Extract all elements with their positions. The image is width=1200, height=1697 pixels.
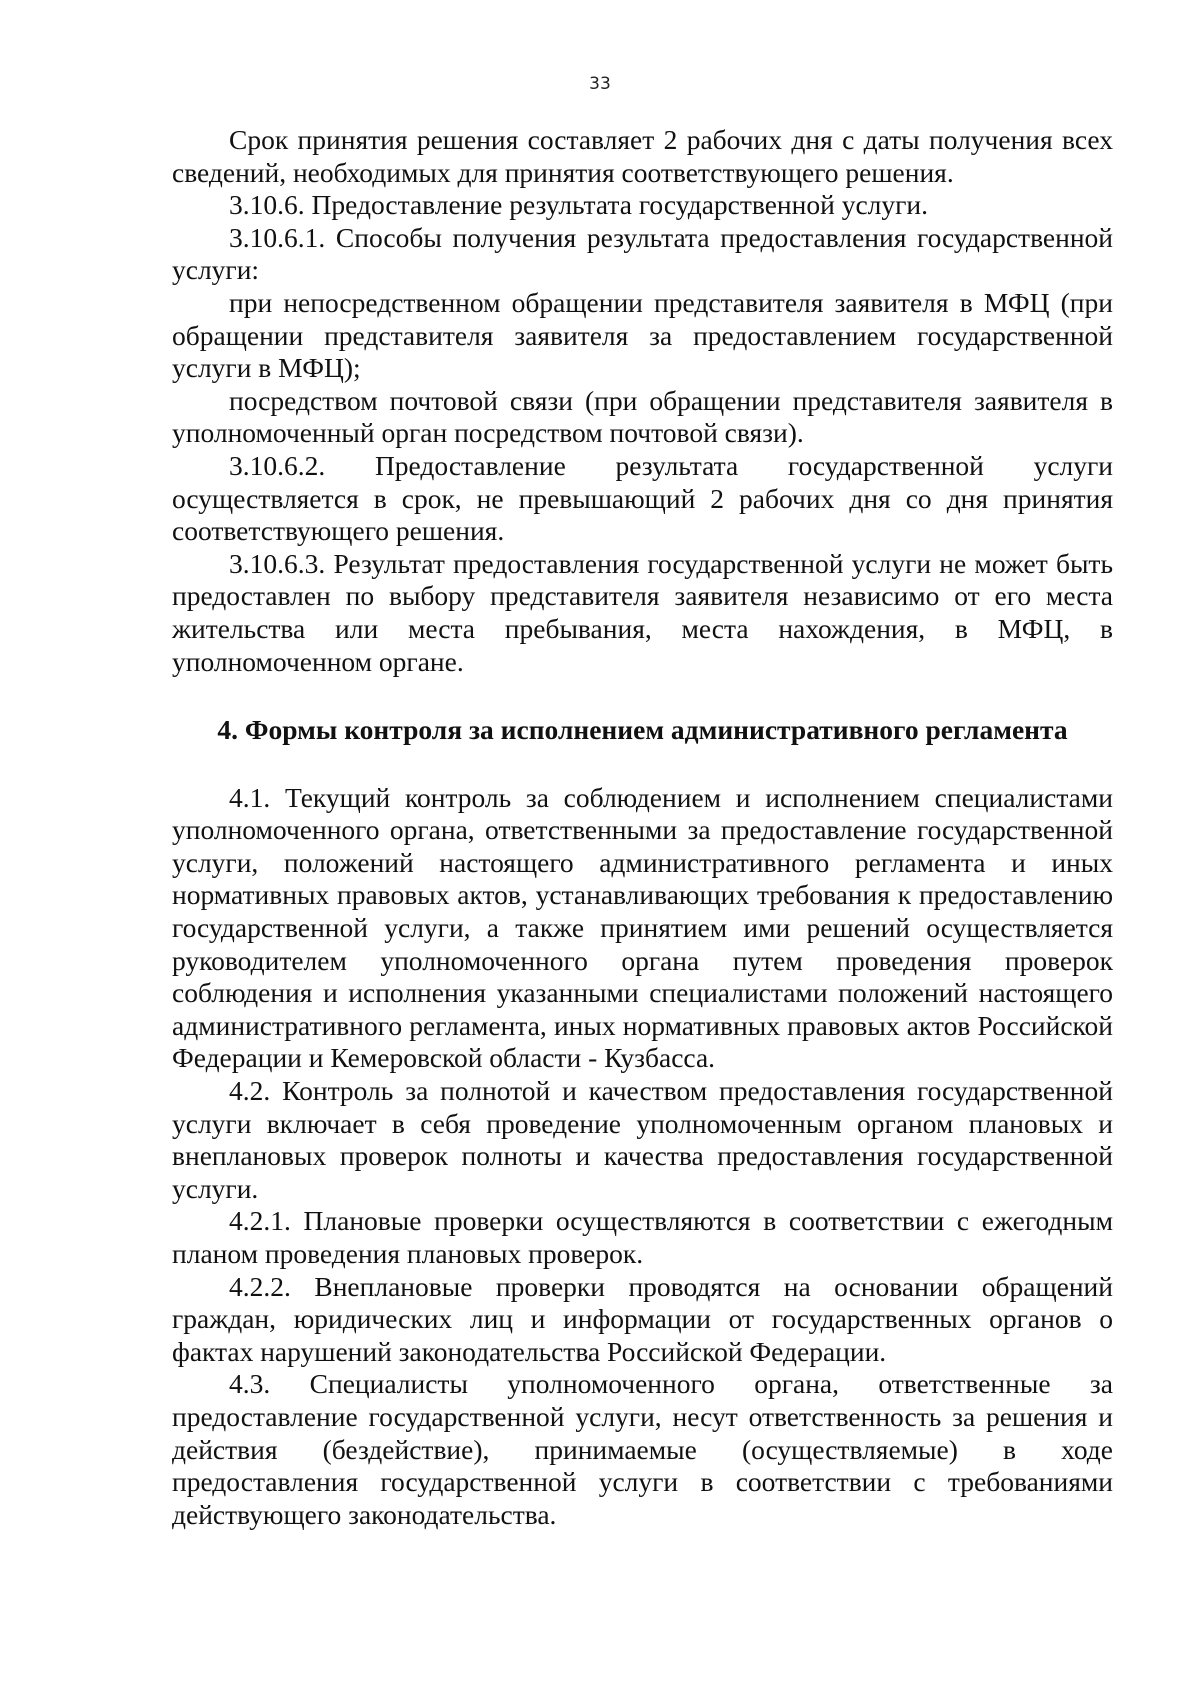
paragraph-3-10-6-2: 3.10.6.2. Предоставление результата государственной услуги осуществляется в срок, не превышающий 2 рабочих дня со дня принятия соответствующего решения. <box>172 449 1113 547</box>
page-number: 33 <box>589 74 611 94</box>
paragraph-4-2-1: 4.2.1. Плановые проверки осуществляются в соответствии с ежегодным планом проведения плановых проверок. <box>172 1205 1113 1269</box>
paragraph-postal-method: посредством почтовой связи (при обращении представителя заявителя в уполномоченный орган посредством почтовой связи). <box>172 384 1113 449</box>
paragraph-3-10-6-3: 3.10.6.3. Результат предоставления государственной услуги не может быть предоставлен по выбору представителя заявителя независимо от его места жительства или места пребывания, места нахождения, в МФЦ, в уполномоченном органе. <box>172 547 1113 677</box>
section-heading: 4. Формы контроля за исполнением административного регламента <box>217 714 1068 746</box>
paragraph-4-3: 4.3. Специалисты уполномоченного органа, ответственные за предоставление государственной услуги, несут ответственность за решения и действия (бездействие), принимаемые (осуществляемые) в ходе предоставления государственной услуги в соответствии с требованиями действующего законодательства. <box>172 1368 1113 1530</box>
paragraph-3-10-6: 3.10.6. Предоставление результата государственной услуги. <box>229 189 928 221</box>
paragraph-3-10-6-1: 3.10.6.1. Способы получения результата предоставления государственной услуги: <box>172 221 1113 286</box>
paragraph-decision-deadline: Срок принятия решения составляет 2 рабочих дня с даты получения всех сведений, необходимых для принятия соответствующего решения. <box>172 124 1113 188</box>
paragraph-4-1: 4.1. Текущий контроль за соблюдением и исполнением специалистами уполномоченного органа, ответственными за предоставление государственной услуги, положений настоящего административного регламента и иных нормативных правовых актов, устанавливающих требования к предоставлению государственной услуги, а также принятием ими решений осуществляется руководителем уполномоченного органа путем проведения проверок соблюдения и исполнения указанными специалистами положений настоящего административного регламента, иных нормативных правовых актов Российской Федерации и Кемеровской области - Кузбасса. <box>172 781 1113 1074</box>
document-body <box>172 124 1113 1531</box>
paragraph-4-2-2: 4.2.2. Внеплановые проверки проводятся на основании обращений граждан, юридических лиц и информации от государственных органов о фактах нарушений законодательства Российской Федерации. <box>172 1270 1113 1367</box>
paragraph-mfc-method: при непосредственном обращении представителя заявителя в МФЦ (при обращении представителя заявителя за предоставлением государственной услуги в МФЦ); <box>172 286 1113 384</box>
paragraph-4-2: 4.2. Контроль за полнотой и качеством предоставления государственной услуги включает в себя проведение уполномоченным органом плановых и внеплановых проверок полноты и качества предоставления государственной услуги. <box>172 1075 1113 1204</box>
